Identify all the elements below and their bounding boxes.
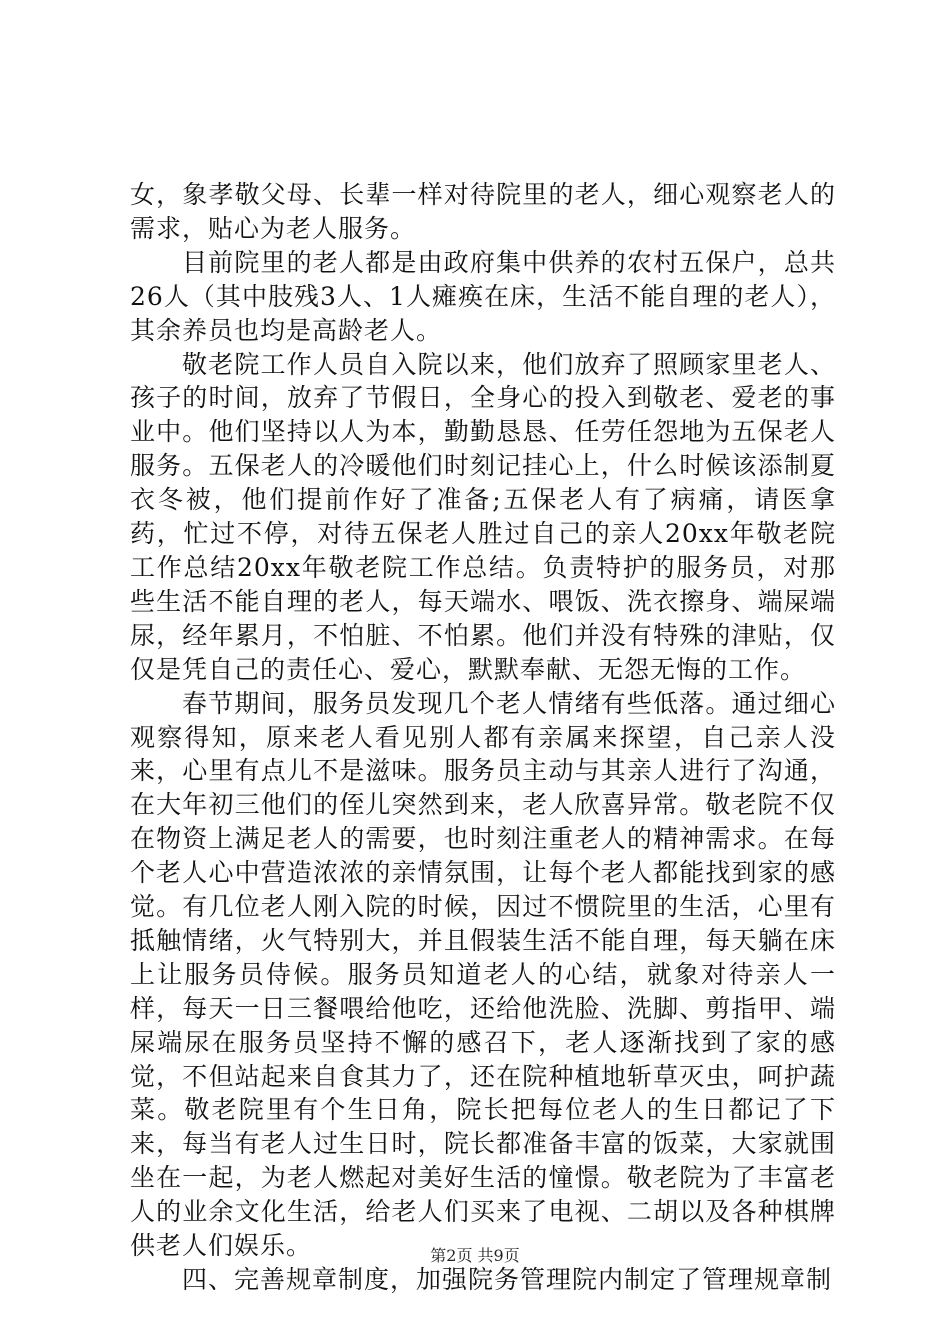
paragraph-staff-dedication: 敬老院工作人员自入院以来，他们放弃了照顾家里老人、孩子的时间，放弃了节假日，全身心的投入到敬老、爱老的事业中。他们坚持以人为本，勤勤恳恳、任劳任怨地为五保老人服务。五保老人的冷暖他们时刻记挂心上，什么时候该添制夏衣冬被，他们提前作好了准备;五保老人有了病痛，请医拿药，忙过不停，对待五保老人胜过自己的亲人20xx年敬老院工作总结20xx年敬老院工作总结。负责特护的服务员，对那些生活不能自理的老人，每天端水、喂饭、洗衣擦身、端屎端尿，经年累月，不怕脏、不怕累。他们并没有特殊的津贴，仅仅是凭自己的责任心、爱心，默默奉献、无怨无悔的工作。	[130, 349, 836, 684]
paragraph-spring-festival: 春节期间，服务员发现几个老人情绪有些低落。通过细心观察得知，原来老人看见别人都有亲属来探望，自己亲人没来，心里有点儿不是滋味。服务员主动与其亲人进行了沟通，在大年初三他们的侄儿突然到来，老人欣喜异常。敬老院不仅在物资上满足老人的需要，也时刻注重老人的精神需求。在每个老人心中营造浓浓的亲情氛围，让每个老人都能找到家的感觉。有几位老人刚入院的时候，因过不惯院里的生活，心里有抵触情绪，火气特别大，并且假装生活不能自理，每天躺在床上让服务员侍候。服务员知道老人的心结，就象对待亲人一样，每天一日三餐喂给他吃，还给他洗脸、洗脚、剪指甲、端屎端尿在服务员坚持不懈的感召下，老人逐渐找到了家的感觉，不但站起来自食其力了，还在院种植地斩草灭虫，呵护蔬菜。敬老院里有个生日角，院长把每位老人的生日都记了下来，每当有老人过生日时，院长都准备丰富的饭菜，大家就围坐在一起，为老人燃起对美好生活的憧憬。敬老院为了丰富老人的业余文化生活，给老人们买来了电视、二胡以及各种棋牌供老人们娱乐。	[130, 688, 836, 1261]
paragraph-continuation: 女，象孝敬父母、长辈一样对待院里的老人，细心观察老人的需求，贴心为老人服务。	[130, 180, 836, 243]
page-footer	[0, 1246, 950, 1266]
paragraph-residents: 目前院里的老人都是由政府集中供养的农村五保户，总共26人（其中肢残3人、1人瘫痪在床，生活不能自理的老人），其余养员也均是高龄老人。	[130, 247, 836, 345]
page-number-label: 第2页 共9页	[430, 1246, 520, 1265]
paragraph-section-four-heading: 四、完善规章制度，加强院务管理院内制定了管理规章制	[182, 1265, 833, 1294]
document-body	[130, 178, 836, 1297]
